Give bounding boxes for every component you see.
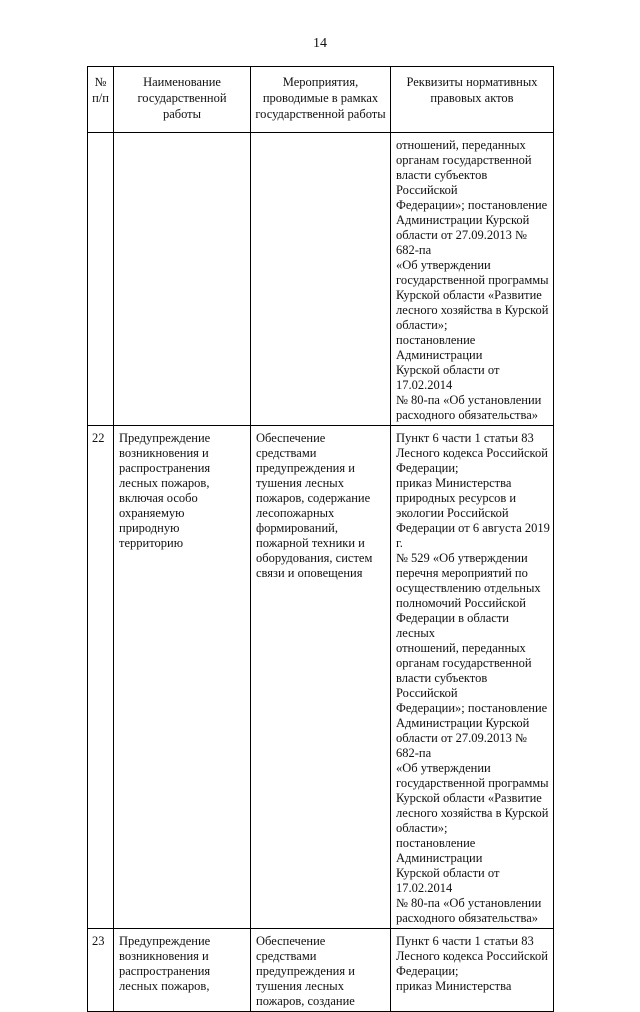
requisites-cell [391, 426, 554, 929]
work-name-cell [114, 426, 251, 929]
requisites-cell [391, 929, 554, 1012]
table-row [88, 426, 554, 929]
row-num-cell [88, 929, 114, 1012]
measures-cell [251, 133, 391, 426]
page-number: 14 [313, 36, 327, 51]
measures-text [251, 133, 390, 140]
row-num-cell [88, 426, 114, 929]
work-name-cell [114, 133, 251, 426]
row-num: 23 [92, 934, 105, 948]
header-work-name: Наименование государственной работы [114, 67, 251, 133]
measures-cell [251, 426, 391, 929]
work-name-cell [114, 929, 251, 1012]
measures-text: Обеспечение средствами предупреждения и тушения лесных пожаров, содержание лесопожарных формирований, пожарной техники и оборудования, систем связи и оповещения [256, 431, 373, 580]
requisites-text: Пункт 6 части 1 статьи 83 Лесного кодекса Российской Федерации; приказ Министерства [396, 934, 548, 993]
requisites-text: отношений, переданных органам государственной власти субъектов Российской Федерации»; постановление Администрации Курской области от 27.09.2013 № 682-па «Об утверждении государственной программы Курской области «Развитие лесного хозяйства в Курской области»; постановление Администрации Курской области от 17.02.2014 № 80-па «Об установлении расходного обязательства» [396, 138, 549, 422]
requisites-text: Пункт 6 части 1 статьи 83 Лесного кодекса Российской Федерации; приказ Министерства природных ресурсов и экологии Российской Федерации от 6 августа 2019 г. № 529 «Об утверждении перечня мероприятий по осуществлению отдельных полномочий Российской Федерации в области лесных отношений, переданных органам государственной власти субъектов Российской Федерации»; постановление Администрации Курской области от 27.09.2013 № 682-па «Об утверждении государственной программы Курской области «Развитие лесного хозяйства в Курской области»; постановление Администрации Курской области от 17.02.2014 № 80-па «Об установлении расходного обязательства» [396, 431, 550, 925]
table-row [88, 929, 554, 1012]
table-header-row [88, 67, 554, 133]
header-requisites: Реквизиты нормативных правовых актов [391, 67, 554, 133]
row-num: 22 [92, 431, 105, 445]
measures-cell [251, 929, 391, 1012]
work-name [114, 133, 250, 140]
header-num: № п/п [88, 67, 114, 133]
header-measures: Мероприятия, проводимые в рамках государственной работы [251, 67, 391, 133]
requisites-cell [391, 133, 554, 426]
measures-text: Обеспечение средствами предупреждения и тушения лесных пожаров, создание [256, 934, 355, 1008]
table-row [88, 133, 554, 426]
work-name: Предупреждение возникновения и распространения лесных пожаров, включая особо охраняемую природную территорию [119, 431, 211, 550]
row-num [88, 133, 113, 138]
regulations-table [87, 66, 554, 1012]
work-name: Предупреждение возникновения и распространения лесных пожаров, [119, 934, 211, 993]
row-num-cell [88, 133, 114, 426]
